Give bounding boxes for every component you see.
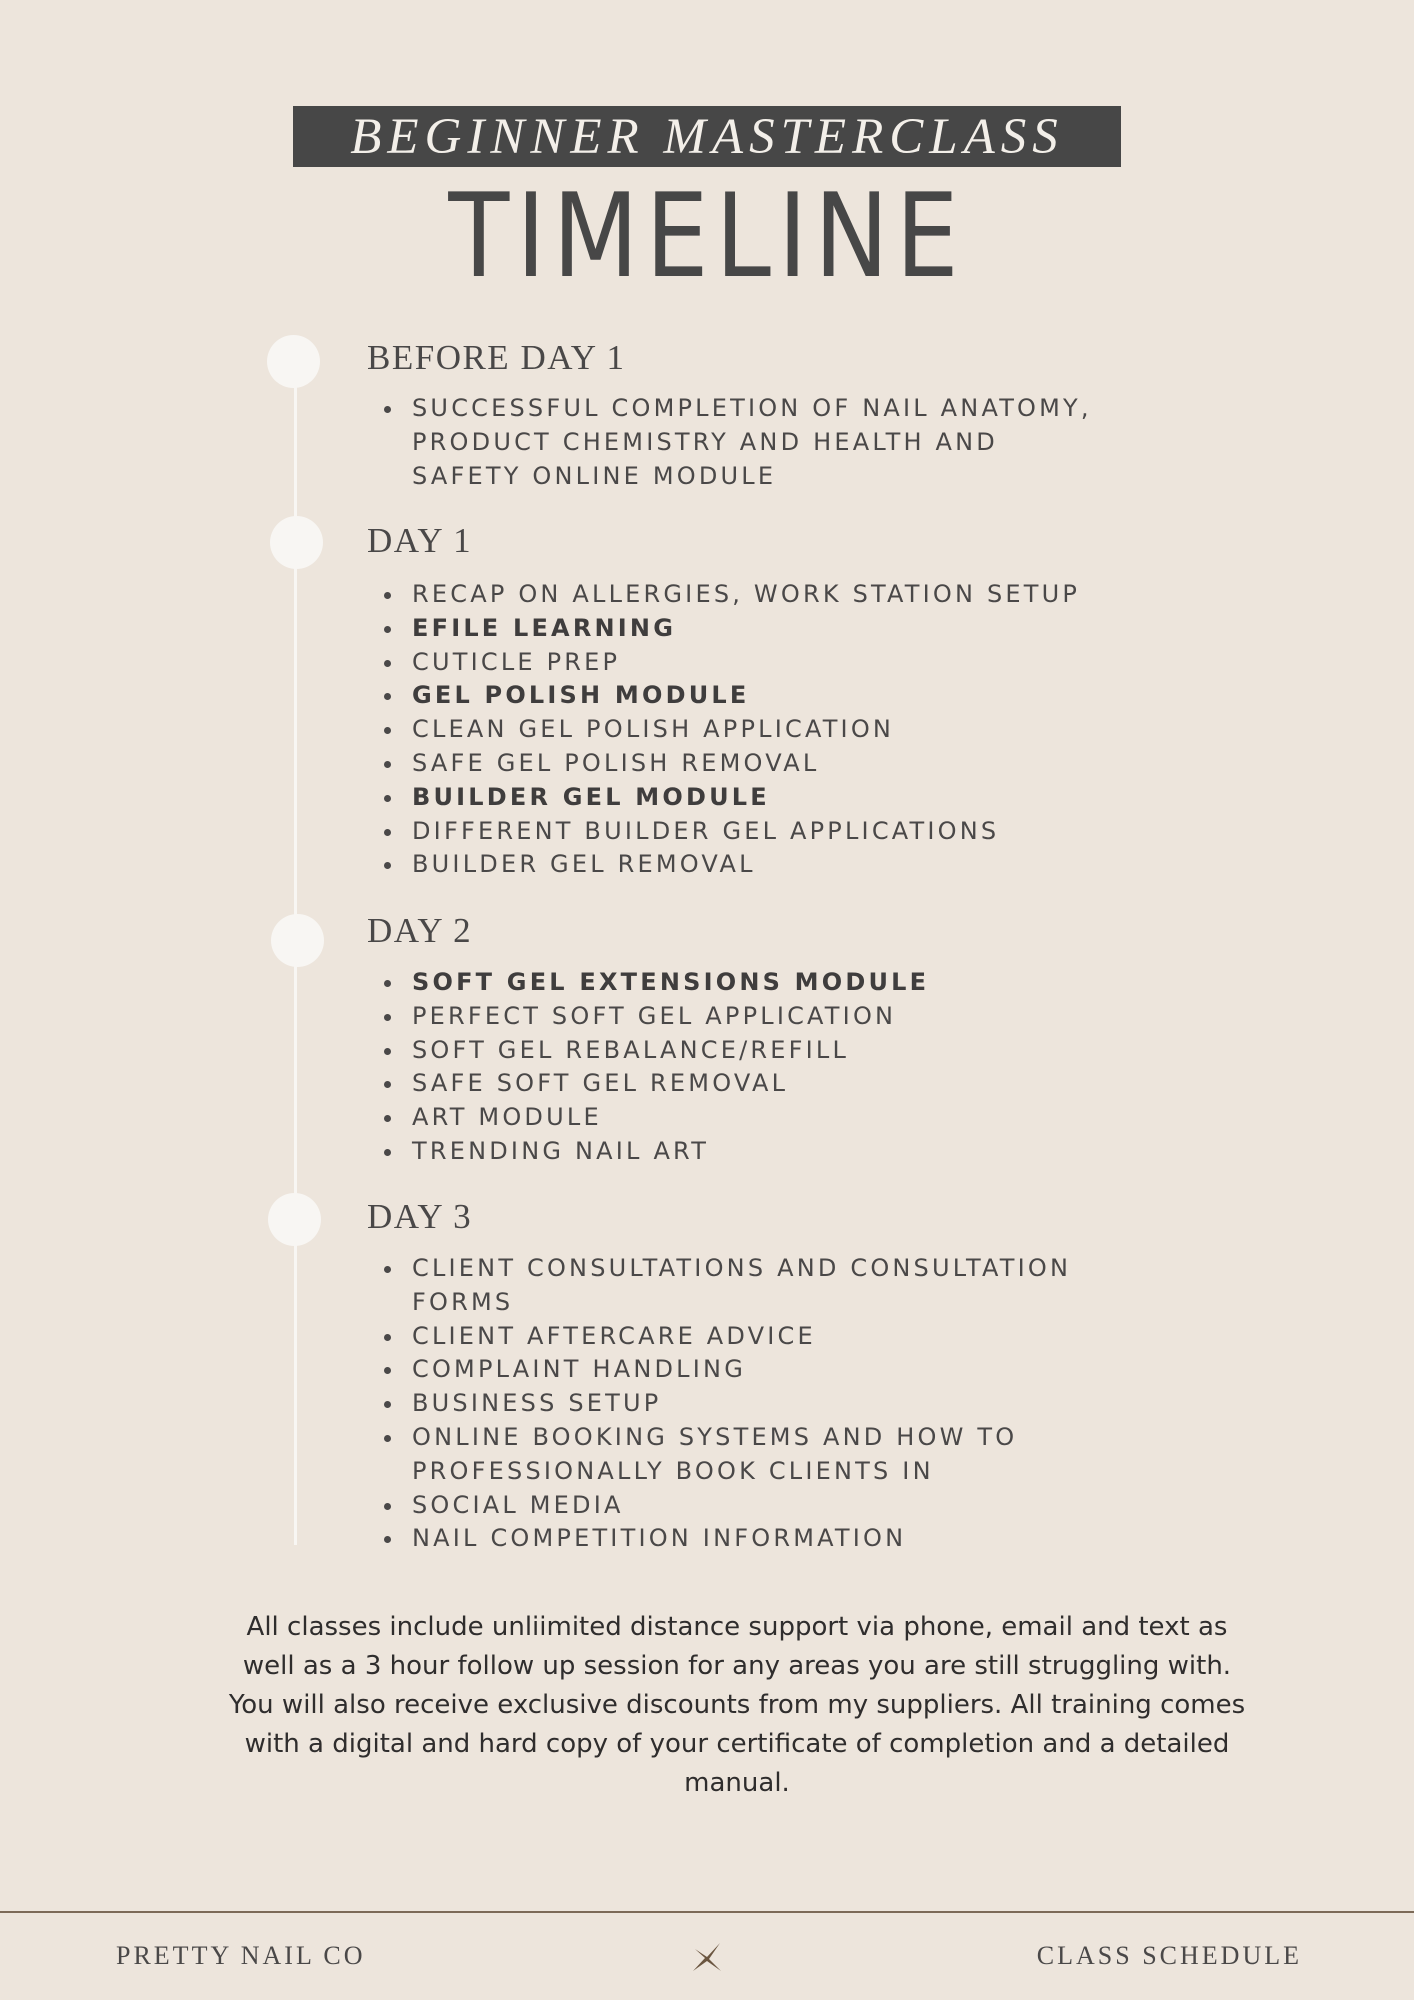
list-item: CUTICLE PREP	[412, 646, 1080, 680]
summary-paragraph: All classes include unliimited distance support via phone, email and text as well as a 3 hour follow up session for any areas you are still struggling with. You will also receive exclusive discounts from my suppliers. All training comes with a digital and hard copy of your certificate of completion and a detailed manual.	[228, 1612, 1246, 1798]
list-item: DIFFERENT BUILDER GEL APPLICATIONS	[412, 815, 1080, 849]
list-item: CLEAN GEL POLISH APPLICATION	[412, 713, 1080, 747]
list-item: BUILDER GEL REMOVAL	[412, 848, 1080, 882]
list-item: SUCCESSFUL COMPLETION OF NAIL ANATOMY, PRODUCT CHEMISTRY AND HEALTH AND SAFETY ONLINE MODULE	[412, 392, 1092, 493]
list-item: CLIENT CONSULTATIONS AND CONSULTATION FORMS	[412, 1252, 1071, 1320]
list-item: SOCIAL MEDIA	[412, 1489, 1071, 1523]
list-item: TRENDING NAIL ART	[412, 1135, 929, 1169]
list-item: CLIENT AFTERCARE ADVICE	[412, 1320, 1071, 1354]
section-title-day-3: DAY 3	[367, 1197, 473, 1236]
section-list-day-2	[367, 966, 929, 1169]
list-item: SAFE SOFT GEL REMOVAL	[412, 1067, 929, 1101]
sparkle-star-icon	[691, 1941, 723, 1973]
list-item: RECAP ON ALLERGIES, WORK STATION SETUP	[412, 578, 1080, 612]
timeline-dot	[271, 914, 324, 967]
page-title: TIMELINE	[448, 169, 966, 304]
section-title-day-1: DAY 1	[367, 521, 473, 560]
list-item: GEL POLISH MODULE	[412, 679, 1080, 713]
list-item: SAFE GEL POLISH REMOVAL	[412, 747, 1080, 781]
footer-label: CLASS SCHEDULE	[1036, 1941, 1302, 1970]
section-title-day-2: DAY 2	[367, 911, 473, 950]
list-item: ONLINE BOOKING SYSTEMS AND HOW TO PROFESSIONALLY BOOK CLIENTS IN	[412, 1421, 1071, 1489]
list-item: SOFT GEL EXTENSIONS MODULE	[412, 966, 929, 1000]
masterclass-banner: BEGINNER MASTERCLASS	[293, 106, 1121, 167]
timeline-dot	[270, 516, 323, 569]
timeline-dot	[268, 1193, 321, 1246]
list-item: PERFECT SOFT GEL APPLICATION	[412, 1000, 929, 1034]
section-title-before-day-1: BEFORE DAY 1	[367, 338, 626, 377]
list-item: ART MODULE	[412, 1101, 929, 1135]
footer-divider	[0, 1911, 1414, 1913]
list-item: COMPLAINT HANDLING	[412, 1353, 1071, 1387]
list-item: SOFT GEL REBALANCE/REFILL	[412, 1034, 929, 1068]
timeline-dot	[267, 335, 320, 388]
list-item: NAIL COMPETITION INFORMATION	[412, 1522, 1071, 1556]
list-item: EFILE LEARNING	[412, 612, 1080, 646]
section-list-day-1	[367, 578, 1080, 882]
list-item: BUSINESS SETUP	[412, 1387, 1071, 1421]
list-item: BUILDER GEL MODULE	[412, 781, 1080, 815]
section-list-day-3	[367, 1252, 1071, 1556]
section-list-before-day-1	[367, 392, 1092, 493]
footer-brand: PRETTY NAIL CO	[116, 1941, 366, 1970]
